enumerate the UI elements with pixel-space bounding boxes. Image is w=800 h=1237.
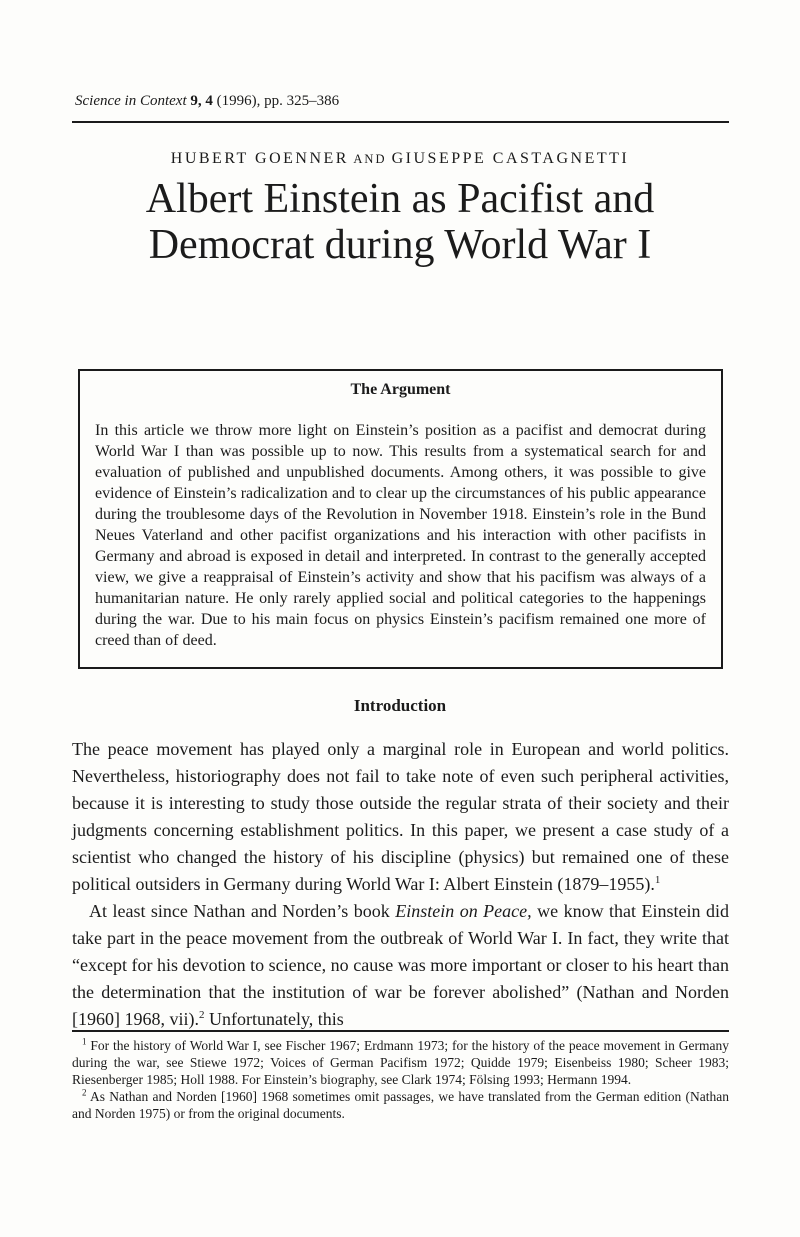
paragraph-2-body: we know that Einstein did take part in the peace movement from the outbreak of World War I. In fact, they write that “except for his devotion to science, no cause was more important or closer to his heart than the determination that the institution of war be forever abolished” (Nathan and Norden [1960] 1968, vii). (72, 901, 729, 1029)
byline-conjunction: AND (348, 152, 392, 166)
footnote-1-text: For the history of World War I, see Fischer 1967; Erdmann 1973; for the history of the peace movement in Germany during the war, see Stiewe 1972; Voices of German Pacifism 1972; Quidde 1979; Eisenbeiss 1980; Scheer 1983; Riesenberger 1985; Holl 1988. For Einstein’s biography, see Clark 1974; Fölsing 1993; Hermann 1994. (72, 1038, 729, 1087)
book-title-italic: Einstein on Peace, (395, 901, 532, 921)
authors-byline (0, 150, 800, 168)
author-1: HUBERT GOENNER (170, 150, 349, 167)
footnote-ref-1: 1 (654, 874, 661, 886)
journal-issue-pages: (1996), pp. 325–386 (212, 93, 340, 109)
header-rule (72, 121, 729, 123)
footnote-2-text: As Nathan and Norden [1960] 1968 sometimes omit passages, we have translated from the German edition (Nathan and Norden 1975) or from the original documents. (72, 1089, 729, 1121)
footnotes-section (72, 1037, 729, 1122)
abstract-heading: The Argument (350, 381, 451, 398)
footnote-1 (72, 1037, 729, 1088)
paragraph-2 (72, 898, 729, 1033)
introduction-heading: Introduction (353, 696, 447, 715)
abstract-text: In this article we throw more light on Einstein’s position as a pacifist and democrat during World War I than was possible up to now. This results from a systematical search for and evaluation of published and unpublished documents. Among others, it was possible to give evidence of Einstein’s radicalization and to clear up the circumstances of his public appearance during the troublesome days of the Revolution in November 1918. Einstein’s role in the Bund Neues Vaterland and other pacifist organizations and his interaction with other pacifists in Germany and abroad is exposed in detail and interpreted. In contrast to the generally accepted view, we give a reappraisal of Einstein’s activity and show that his pacifism was always of a humanitarian nature. He only rarely applied social and political categories to the happenings during the war. Due to his main focus on physics Einstein’s pacifism remained one more of creed than of deed. (95, 422, 706, 649)
title-line-2: Democrat during World War I (148, 222, 652, 268)
article-body (72, 736, 729, 1033)
abstract-box (78, 369, 723, 669)
author-2: GIUSEPPE CASTAGNETTI (391, 150, 630, 167)
footnote-1-marker: 1 (82, 1036, 87, 1047)
paragraph-2-tail: Unfortunately, this (204, 1009, 344, 1029)
footnote-2-marker: 2 (82, 1087, 87, 1098)
footnote-rule (72, 1030, 729, 1032)
title-line-1: Albert Einstein as Pacifist and (145, 176, 655, 222)
paragraph-2-lead: At least since Nathan and Norden’s book (89, 901, 396, 921)
journal-citation (75, 93, 339, 110)
paragraph-1-text: The peace movement has played only a marginal role in European and world politics. Nevertheless, historiography does not fail to take note of even such peripheral activities, because it is interesting to study those outside the regular strata of their society and their judgments concerning establishment politics. In this paper, we present a case study of a scientist who changed the history of his discipline (physics) but remained one of these political outsiders in Germany during World War I: Albert Einstein (1879–1955). (72, 739, 729, 894)
paragraph-1 (72, 736, 729, 898)
journal-volume: 9, 4 (186, 93, 213, 109)
article-title (0, 176, 800, 268)
footnote-2 (72, 1088, 729, 1122)
footnote-ref-2: 2 (198, 1009, 205, 1021)
journal-title: Science in Context (75, 93, 187, 109)
